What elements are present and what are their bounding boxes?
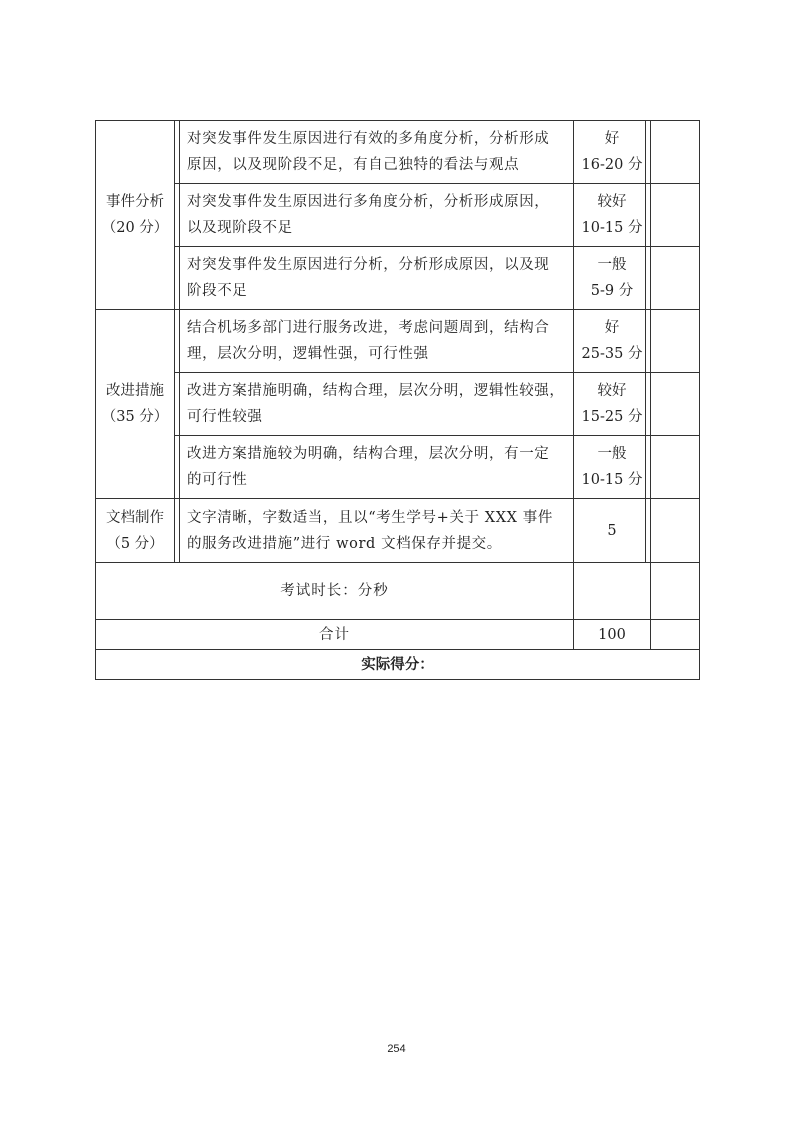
awarded-score-cell [651, 373, 700, 436]
score-level-line: 较好 [597, 383, 627, 399]
description-line: 理，层次分明，逻辑性强，可行性强 [187, 346, 429, 362]
score-level-line: 16-20 分 [581, 157, 643, 173]
description-line: 对突发事件发生原因进行有效的多角度分析，分析形成 [187, 131, 550, 147]
exam-duration-row [96, 563, 700, 620]
category-label: 事件分析 [106, 194, 164, 210]
criteria-description [175, 310, 574, 373]
total-score: 100 [574, 620, 651, 650]
criteria-description [175, 121, 574, 184]
score-level [574, 247, 651, 310]
awarded-score-cell [651, 499, 700, 563]
total-row [96, 620, 700, 650]
score-level [574, 436, 651, 499]
score-level-line: 10-15 分 [581, 220, 643, 236]
category-label: 改进措施 [106, 383, 164, 399]
description-line: 以及现阶段不足 [187, 220, 293, 236]
score-level-line: 好 [604, 131, 620, 147]
category-label: （20 分） [101, 220, 169, 236]
awarded-score-cell [651, 436, 700, 499]
rubric-row [96, 499, 700, 563]
rubric-row [96, 373, 700, 436]
score-level [574, 373, 651, 436]
description-line: 原因，以及现阶段不足，有自己独特的看法与观点 [187, 157, 520, 173]
score-level [574, 184, 651, 247]
description-line: 对突发事件发生原因进行分析，分析形成原因，以及现 [187, 257, 550, 273]
description-line: 对突发事件发生原因进行多角度分析，分析形成原因， [187, 194, 550, 210]
category-label: （35 分） [101, 409, 169, 425]
description-line: 可行性较强 [187, 409, 263, 425]
total-label: 合计 [96, 620, 574, 650]
awarded-score-cell [651, 247, 700, 310]
final-score-row [96, 650, 700, 680]
criteria-description [175, 247, 574, 310]
scoring-rubric-table [95, 120, 700, 680]
category-label: 文档制作 [106, 509, 164, 526]
exam-duration-awarded-cell [651, 563, 700, 620]
score-level [574, 310, 651, 373]
page-number: 254 [387, 1043, 406, 1055]
criteria-description [175, 499, 574, 563]
criteria-description [175, 436, 574, 499]
description-line: 改进方案措施明确，结构合理，层次分明，逻辑性较强， [187, 383, 565, 399]
criteria-description [175, 373, 574, 436]
category-label: （5 分） [106, 535, 164, 552]
exam-duration-cell: 考试时长：分秒 [96, 563, 574, 620]
score-level [574, 121, 651, 184]
description-line: 改进方案措施较为明确，结构合理，层次分明，有一定 [187, 446, 550, 462]
description-line: 的可行性 [187, 472, 248, 488]
awarded-score-cell [651, 310, 700, 373]
score-level-line: 一般 [597, 446, 627, 462]
score-level-line: 15-25 分 [581, 409, 643, 425]
category-cell [96, 121, 175, 310]
description-line: 的服务改进措施”进行 word 文档保存并提交。 [187, 535, 502, 552]
score-level-line: 5-9 分 [590, 283, 634, 299]
rubric-row [96, 310, 700, 373]
exam-duration-score-cell [574, 563, 651, 620]
rubric-row [96, 436, 700, 499]
score-level [574, 499, 651, 563]
total-awarded-cell [651, 620, 700, 650]
score-level-line: 25-35 分 [581, 346, 643, 362]
rubric-row [96, 121, 700, 184]
score-level-line: 5 [607, 522, 617, 539]
rubric-body [96, 121, 700, 680]
criteria-description [175, 184, 574, 247]
description-line: 文字清晰，字数适当，且以“考生学号+关于 XXX 事件 [187, 509, 553, 526]
final-score-label: 实际得分： [96, 650, 700, 680]
rubric-row [96, 247, 700, 310]
score-level-line: 好 [604, 320, 620, 336]
score-level-line: 较好 [597, 194, 627, 210]
awarded-score-cell [651, 121, 700, 184]
score-level-line: 10-15 分 [581, 472, 643, 488]
description-line: 阶段不足 [187, 283, 248, 299]
score-level-line: 一般 [597, 257, 627, 273]
category-cell [96, 499, 175, 563]
description-line: 结合机场多部门进行服务改进，考虑问题周到，结构合 [187, 320, 550, 336]
awarded-score-cell [651, 184, 700, 247]
rubric-row [96, 184, 700, 247]
category-cell [96, 310, 175, 499]
